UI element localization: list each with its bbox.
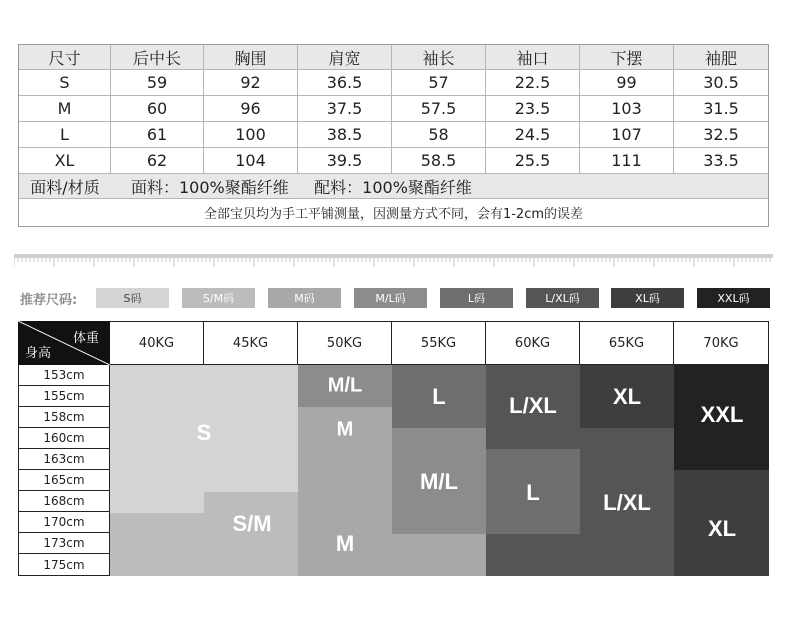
recommend-size-box: XXL码 (697, 288, 770, 308)
header-cell: 尺寸 (19, 45, 111, 69)
recommend-size-box: S/M码 (182, 288, 255, 308)
recommend-size-box: S码 (96, 288, 169, 308)
weight-header: 45KG (204, 321, 298, 365)
size-block-label: M (335, 531, 355, 556)
table-cell: 31.5 (703, 99, 739, 118)
table-cell: 25.5 (486, 148, 580, 173)
material-label: 面料/材质 (30, 177, 100, 197)
table-cell: 107 (580, 122, 674, 147)
height-label: 168cm (18, 491, 110, 512)
size-block-m (298, 555, 392, 576)
height-label: 170cm (18, 512, 110, 533)
recommend-label: 推荐尺码: (20, 293, 78, 308)
table-cell: 92 (204, 70, 298, 95)
table-cell: 58.5 (392, 148, 486, 173)
height-label: 160cm (18, 428, 110, 449)
table-cell: 99 (580, 70, 674, 95)
table-cell: 62 (111, 148, 204, 173)
recommend-size-box: XL码 (611, 288, 684, 308)
size-block-label: S (196, 420, 212, 445)
table-cell: 59 (111, 70, 204, 95)
size-block-label: M/L (327, 374, 363, 397)
size-table-row (19, 70, 768, 96)
table-cell: 38.5 (298, 122, 392, 147)
table-cell: 100 (204, 122, 298, 147)
size-chart (18, 321, 769, 576)
height-label: 175cm (18, 554, 110, 576)
table-cell: 30.5 (703, 73, 739, 92)
weight-header: 55KG (392, 321, 486, 365)
measurement-note: 全部宝贝均为手工平铺测量，因测量方式不同，会有1-2cm的误差 (203, 207, 584, 222)
table-cell: 23.5 (486, 96, 580, 121)
table-cell: 22.5 (486, 70, 580, 95)
size-block-s-m (204, 492, 298, 513)
recommend-size-box: M码 (268, 288, 341, 308)
weight-header: 40KG (110, 321, 204, 365)
height-label: 153cm (18, 365, 110, 386)
size-block-s-m (110, 555, 298, 576)
weight-header: 60KG (486, 321, 580, 365)
table-cell: 36.5 (298, 70, 392, 95)
header-cell: 后中长 (111, 45, 204, 69)
header-cell: 肩宽 (298, 45, 392, 69)
size-table-row (19, 148, 768, 174)
size-block-label: M (336, 418, 354, 441)
size-block-label: XL (707, 516, 737, 541)
table-cell: 57.5 (392, 96, 486, 121)
table-cell: M (19, 96, 111, 121)
table-cell: 39.5 (298, 148, 392, 173)
size-table-header (19, 45, 768, 70)
note-row (19, 199, 768, 226)
header-cell: 下摆 (580, 45, 674, 69)
recommend-size-box: L/XL码 (526, 288, 599, 308)
table-cell: 60 (111, 96, 204, 121)
material-row (19, 174, 768, 199)
weight-header: 70KG (674, 321, 769, 365)
size-block-m (392, 534, 486, 576)
size-block-label: XL (612, 384, 642, 409)
size-block-label: L (432, 384, 446, 409)
table-cell: 111 (580, 148, 674, 173)
height-label: 173cm (18, 533, 110, 554)
table-cell: L (19, 122, 111, 147)
height-label: 163cm (18, 449, 110, 470)
table-cell: 58 (392, 122, 486, 147)
recommend-size-box: L码 (440, 288, 513, 308)
height-label: 165cm (18, 470, 110, 491)
table-cell: 32.5 (703, 125, 739, 144)
table-cell: 33.5 (703, 151, 739, 170)
corner-weight-label: 体重 (72, 331, 99, 346)
size-block-label: L/XL (603, 490, 651, 515)
material-value: 面料：100%聚酯纤维 配料：100%聚酯纤维 (131, 177, 472, 197)
table-cell: 104 (204, 148, 298, 173)
size-block-s (110, 492, 204, 513)
height-label: 158cm (18, 407, 110, 428)
header-cell: 袖肥 (704, 48, 737, 68)
table-cell: 61 (111, 122, 204, 147)
weight-header: 50KG (298, 321, 392, 365)
table-cell: 37.5 (298, 96, 392, 121)
height-label: 155cm (18, 386, 110, 407)
recommend-size-box: M/L码 (354, 288, 427, 308)
chart-corner (18, 321, 110, 365)
size-block-label: XXL (700, 402, 744, 427)
table-cell: S (19, 70, 111, 95)
size-table-row (19, 96, 768, 122)
header-cell: 袖口 (486, 45, 580, 69)
size-block-label: L/XL (509, 393, 557, 418)
table-cell: 24.5 (486, 122, 580, 147)
table-cell: 103 (580, 96, 674, 121)
table-cell: 96 (204, 96, 298, 121)
table-cell: XL (19, 148, 111, 173)
weight-header: 65KG (580, 321, 674, 365)
size-block-label: M/L (420, 469, 458, 494)
size-block-label: L (526, 480, 540, 505)
size-table-row (19, 122, 768, 148)
table-cell: 57 (392, 70, 486, 95)
header-cell: 袖长 (392, 45, 486, 69)
corner-height-label: 身高 (25, 346, 52, 361)
header-cell: 胸围 (204, 45, 298, 69)
size-block-l-xl (486, 534, 580, 576)
ruler-divider (14, 253, 773, 269)
size-block-label: S/M (232, 511, 272, 536)
size-table (18, 44, 769, 227)
